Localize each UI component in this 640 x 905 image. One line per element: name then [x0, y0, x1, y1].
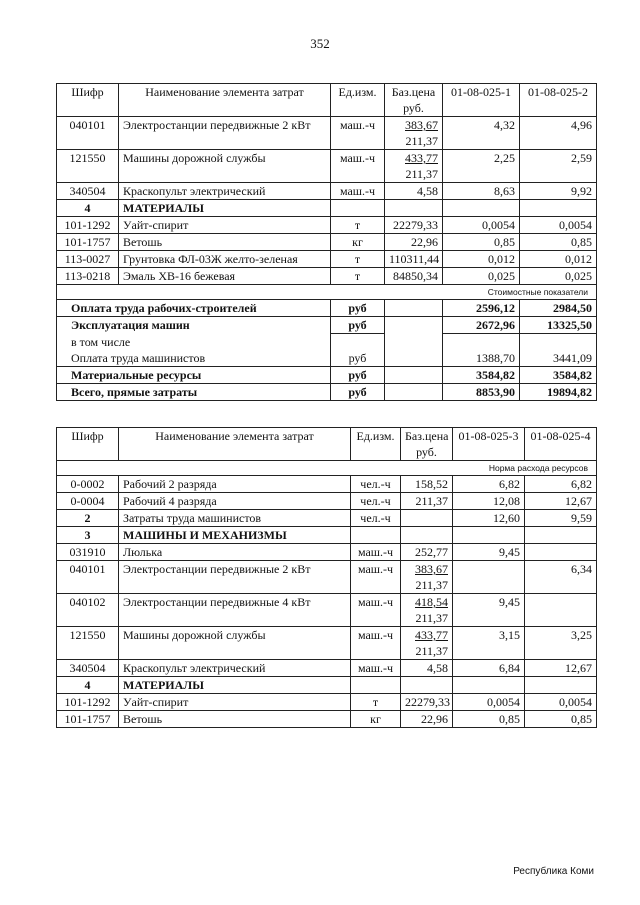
- resource-table-1: [56, 83, 597, 401]
- table-row: 101-1757 Ветошь кг 22,96 0,85 0,85: [57, 711, 597, 728]
- cost-row: Эксплуатация машин руб 2672,96 13325,50: [57, 317, 597, 334]
- cost-row: Оплата труда рабочих-строителей руб 2596,12 2984,50: [57, 300, 597, 317]
- table-row: 121550 Машины дорожной службы маш.-ч 433,77 211,37 3,15 3,25: [57, 627, 597, 660]
- table-row: 0-0004 Рабочий 4 разряда чел.-ч 211,37 12,08 12,67: [57, 493, 597, 510]
- header-price: Баз.цена руб.: [401, 428, 453, 461]
- resource-table-2: [56, 427, 597, 728]
- footer-region: Республика Коми: [513, 866, 594, 877]
- header-unit: Ед.изм.: [351, 428, 401, 461]
- table-row: 113-0027 Грунтовка ФЛ-03Ж желто-зеленая т 110311,44 0,012 0,012: [57, 251, 597, 268]
- cost-row: Оплата труда машинистов руб 1388,70 3441,09: [57, 350, 597, 367]
- cost-row: в том числе: [57, 334, 597, 351]
- table-row: 040102 Электростанции передвижные 4 кВт маш.-ч 418,54 211,37 9,45: [57, 594, 597, 627]
- table-row: 101-1292 Уайт-спирит т 22279,33 0,0054 0,0054: [57, 694, 597, 711]
- header-price: Баз.цена руб.: [385, 84, 443, 117]
- table-row: 040101 Электростанции передвижные 2 кВт маш.-ч 383,67 211,37 4,32 4,96: [57, 117, 597, 150]
- section-row-materials: 4 МАТЕРИАЛЫ: [57, 200, 597, 217]
- table-header: [57, 84, 597, 117]
- header-code: Шифр: [57, 84, 119, 117]
- table-row: 031910 Люлька маш.-ч 252,77 9,45: [57, 544, 597, 561]
- header-unit: Ед.изм.: [331, 84, 385, 117]
- cost-note-row: [57, 285, 597, 300]
- header-col-a: 01-08-025-3: [453, 428, 525, 461]
- section-row-materials: 4 МАТЕРИАЛЫ: [57, 677, 597, 694]
- table-row: 101-1757 Ветошь кг 22,96 0,85 0,85: [57, 234, 597, 251]
- cost-row: Материальные ресурсы руб 3584,82 3584,82: [57, 367, 597, 384]
- header-name: Наименование элемента затрат: [119, 428, 351, 461]
- table-header: [57, 428, 597, 461]
- resource-note: Норма расхода ресурсов: [57, 461, 597, 476]
- page-number: 352: [310, 36, 330, 51]
- section-row-machines: 3 МАШИНЫ И МЕХАНИЗМЫ: [57, 527, 597, 544]
- header-name: Наименование элемента затрат: [119, 84, 331, 117]
- table-row: 040101 Электростанции передвижные 2 кВт маш.-ч 383,67 211,37 6,34: [57, 561, 597, 594]
- table-row: 340504 Краскопульт электрический маш.-ч 4,58 8,63 9,92: [57, 183, 597, 200]
- table-row: 113-0218 Эмаль ХВ-16 бежевая т 84850,34 0,025 0,025: [57, 268, 597, 285]
- header-col-b: 01-08-025-4: [525, 428, 597, 461]
- table-row: 340504 Краскопульт электрический маш.-ч 4,58 6,84 12,67: [57, 660, 597, 677]
- header-col-a: 01-08-025-1: [443, 84, 520, 117]
- table-row: 101-1292 Уайт-спирит т 22279,33 0,0054 0,0054: [57, 217, 597, 234]
- section-row-machinists: 2 Затраты труда машинистов чел.-ч 12,60 9,59: [57, 510, 597, 527]
- cost-row: Всего, прямые затраты руб 8853,90 19894,82: [57, 384, 597, 401]
- header-code: Шифр: [57, 428, 119, 461]
- resource-note-row: [57, 461, 597, 476]
- table-row: 0-0002 Рабочий 2 разряда чел.-ч 158,52 6,82 6,82: [57, 476, 597, 493]
- cost-note: Стоимостные показатели: [57, 285, 597, 300]
- table-row: 121550 Машины дорожной службы маш.-ч 433,77 211,37 2,25 2,59: [57, 150, 597, 183]
- header-col-b: 01-08-025-2: [520, 84, 597, 117]
